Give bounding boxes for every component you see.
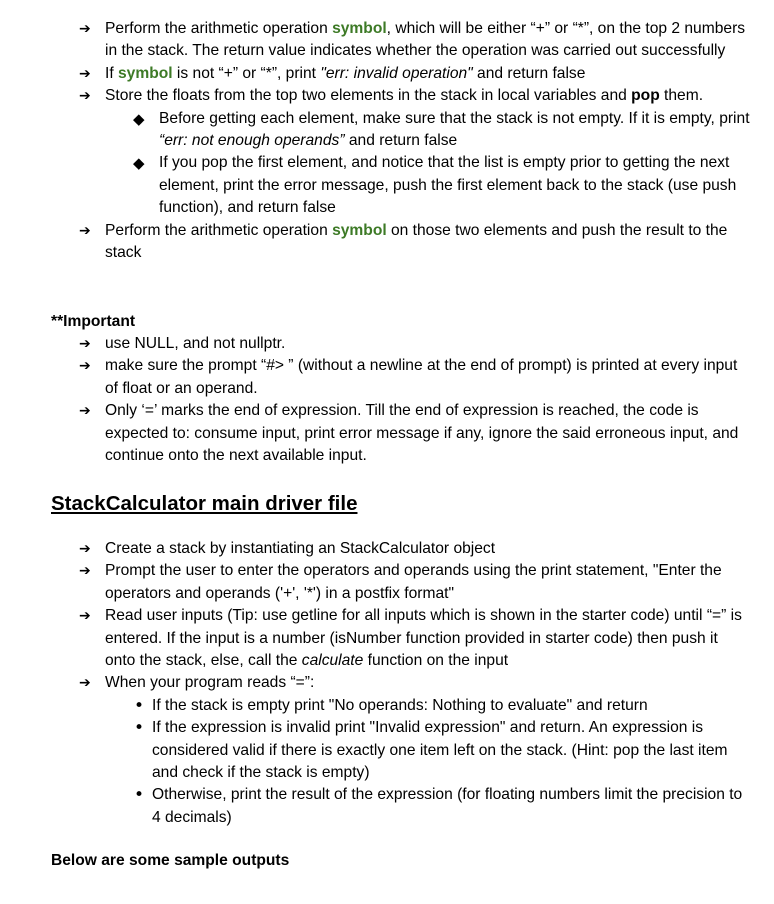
list-item: ➔ When your program reads “=”: [0, 672, 774, 694]
sub-list-item: ◆ If you pop the first element, and notice that the list is empty prior to getting the next element, print the error message, push the first element back to the stack (use push function), and return false [0, 152, 774, 219]
driver-steps-list [0, 538, 774, 829]
error-message: "err: invalid operation" [320, 64, 473, 82]
keyword-symbol: symbol [332, 221, 387, 239]
sub-list-item: ◆ Before getting each element, make sure that the stack is not empty. If it is empty, print “err: not enough operands” and return false [0, 108, 774, 153]
list-item: ➔ Perform the arithmetic operation symbol on those two elements and push the result to the stack [0, 220, 774, 265]
bullet-item: • If the stack is empty print "No operands: Nothing to evaluate" and return [0, 695, 774, 717]
function-name: calculate [301, 652, 364, 670]
list-item: ➔ Read user inputs (Tip: use getline for all inputs which is shown in the starter code) until “=” is entered. If the input is a number (isNumber function provided in starter code) then push it onto the stack, else, call the calculate function on the input [0, 605, 774, 672]
section-heading: StackCalculator main driver file [51, 492, 358, 515]
error-message: “err: not enough operands” [159, 132, 345, 150]
list-item: ➔ use NULL, and not nullptr. [0, 333, 774, 355]
operation-steps-list [0, 18, 774, 264]
list-item: ➔ Prompt the user to enter the operators and operands using the print statement, "Enter the operators and operands ('+', '*') in a postfix format" [0, 560, 774, 605]
list-item: ➔ If symbol is not “+” or “*”, print "err: invalid operation" and return false [0, 63, 774, 85]
list-item: ➔ make sure the prompt “#> ” (without a newline at the end of prompt) is printed at every input of float or an operand. [0, 355, 774, 400]
important-list [0, 333, 774, 467]
keyword-symbol: symbol [332, 20, 387, 37]
sample-outputs-label: Below are some sample outputs [51, 852, 290, 869]
list-item: ➔ Perform the arithmetic operation symbol, which will be either “+” or “*”, on the top 2 numbers in the stack. The return value indicates whether the operation was carried out successfully [0, 18, 774, 63]
list-item: ➔ Only ‘=’ marks the end of expression. Till the end of expression is reached, the code is expected to: consume input, print error message if any, ignore the said erroneous input, and continue onto the next available input. [0, 400, 774, 467]
list-item: ➔ Store the floats from the top two elements in the stack in local variables and pop them. [0, 85, 774, 107]
important-title: **Important [51, 313, 136, 330]
list-item: ➔ Create a stack by instantiating an StackCalculator object [0, 538, 774, 560]
keyword-pop: pop [631, 87, 660, 105]
bullet-item: • Otherwise, print the result of the expression (for floating numbers limit the precision to 4 decimals) [0, 784, 774, 829]
keyword-symbol: symbol [118, 64, 173, 82]
bullet-item: • If the expression is invalid print "Invalid expression" and return. An expression is considered valid if there is exactly one item left on the stack. (Hint: pop the last item and check if the stack is empty) [0, 717, 774, 784]
